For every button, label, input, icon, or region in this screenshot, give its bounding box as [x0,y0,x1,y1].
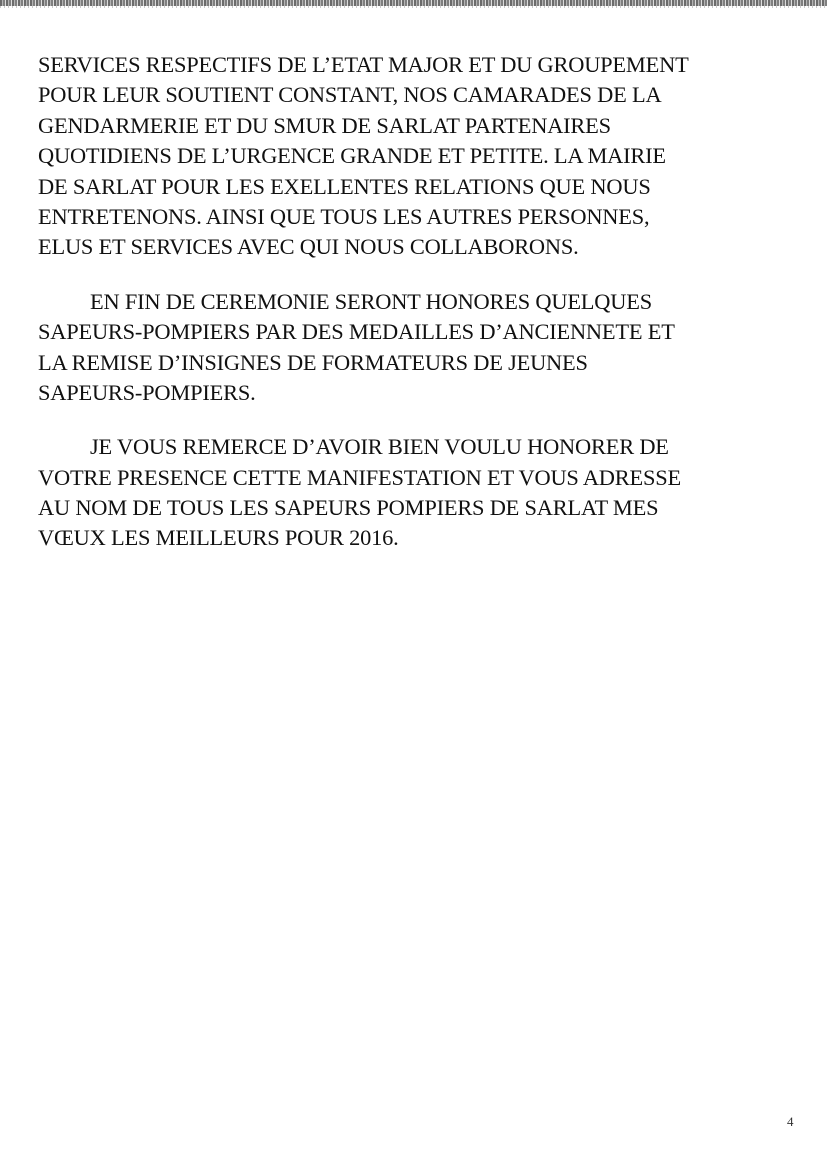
scan-top-edge [0,0,827,6]
text-line: DE SARLAT POUR LES EXELLENTES RELATIONS QUE NOUS [38,173,651,199]
paragraph-ceremony [38,287,798,409]
text-line: LA REMISE D’INSIGNES DE FORMATEURS DE JEUNES [38,349,588,375]
text-line: POUR LEUR SOUTIENT CONSTANT, NOS CAMARADES DE LA [38,82,662,108]
text-line: AU NOM DE TOUS LES SAPEURS POMPIERS DE SARLAT MES [38,495,659,521]
text-line: SAPEURS-POMPIERS. [38,379,256,405]
text-line: QUOTIDIENS DE L’URGENCE GRANDE ET PETITE. LA MAIRIE [38,143,666,169]
text-line: ELUS ET SERVICES AVEC QUI NOUS COLLABORONS. [38,234,579,260]
paragraph-gap [38,408,798,432]
paragraph-gap [38,263,798,287]
paragraph-acknowledgements [38,50,798,263]
paragraph-closing [38,432,798,554]
text-line: SAPEURS-POMPIERS PAR DES MEDAILLES D’ANCIENNETE ET [38,319,675,345]
text-line: EN FIN DE CEREMONIE SERONT HONORES QUELQUES [90,288,652,314]
text-line: ENTRETENONS. AINSI QUE TOUS LES AUTRES PERSONNES, [38,203,650,229]
text-line: VŒUX LES MEILLEURS POUR 2016. [38,525,399,551]
document-body [38,50,798,554]
page-number: 4 [787,1114,794,1129]
text-line: JE VOUS REMERCE D’AVOIR BIEN VOULU HONORER DE [90,434,669,460]
text-line: VOTRE PRESENCE CETTE MANIFESTATION ET VOUS ADRESSE [38,464,681,490]
text-line: GENDARMERIE ET DU SMUR DE SARLAT PARTENAIRES [38,112,611,138]
text-line: SERVICES RESPECTIFS DE L’ETAT MAJOR ET DU GROUPEMENT [38,52,689,77]
